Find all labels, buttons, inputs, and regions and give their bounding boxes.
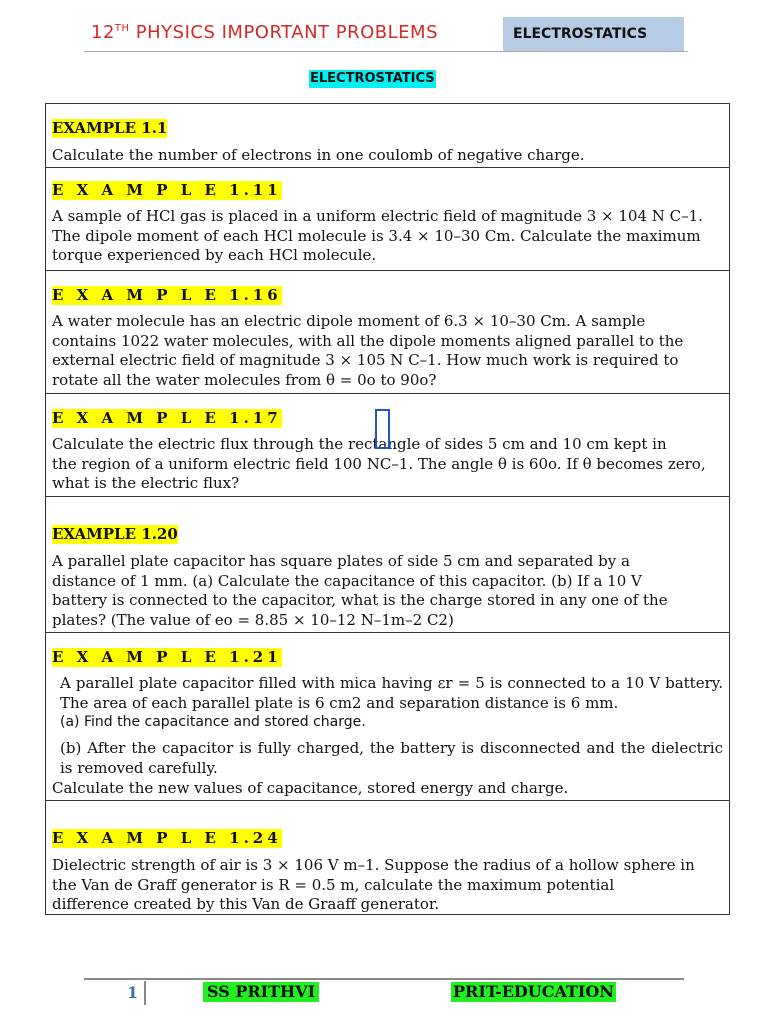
- footer-publisher: PRIT-EDUCATION: [453, 982, 614, 1001]
- example-cell: [46, 497, 729, 633]
- example-text-line: difference created by this Van de Graaff generator.: [52, 895, 440, 914]
- example-text-line: the region of a uniform electric field 100 NC–1. The angle θ is 60o. If θ becomes zero,: [52, 454, 706, 473]
- example-cell: [46, 633, 729, 801]
- footer-divider: [84, 978, 684, 980]
- page-number-separator: [144, 981, 146, 1005]
- example-cell: [46, 168, 729, 271]
- header-divider: [84, 51, 688, 52]
- example-text-line: contains 1022 water molecules, with all the dipole moments aligned parallel to the: [52, 331, 684, 350]
- example-cell: [46, 104, 729, 168]
- example-label: E X A M P L E 1.21: [52, 648, 282, 666]
- example-text: Calculate the number of electrons in one coulomb of negative charge.: [52, 146, 585, 164]
- example-text-line: Dielectric strength of air is 3 × 106 V m–1. Suppose the radius of a hollow sphere in: [52, 856, 695, 874]
- header-section-label: ELECTROSTATICS: [503, 17, 684, 51]
- example-text-line: Calculate the electric flux through the rectangle of sides 5 cm and 10 cm kept in: [52, 435, 667, 453]
- example-label: E X A M P L E 1.16: [52, 286, 282, 304]
- example-text-line: A sample of HCl gas is placed in a uniform electric field of magnitude 3 × 104 N C–1.: [52, 207, 703, 225]
- header-title-prefix: 12: [91, 22, 115, 43]
- example-text: Calculate the new values of capacitance, stored energy and charge.: [52, 778, 569, 797]
- page-number: 1: [127, 983, 139, 1002]
- example-text-line: A water molecule has an electric dipole moment of 6.3 × 10–30 Cm. A sample: [52, 312, 646, 330]
- example-text-line: battery is connected to the capacitor, what is the charge stored in any one of the: [52, 591, 668, 610]
- example-text: (b) After the capacitor is fully charged, the battery is disconnected and the dielectric is removed carefully.: [60, 739, 723, 777]
- example-text: (a) Find the capacitance and stored charge.: [60, 714, 366, 731]
- example-text-line: A parallel plate capacitor has square plates of side 5 cm and separated by a: [52, 552, 630, 570]
- example-cell: [46, 271, 729, 394]
- example-text-line: torque experienced by each HCl molecule.: [52, 246, 377, 265]
- example-label: E X A M P L E 1.17: [52, 409, 282, 427]
- example-text-line: external electric field of magnitude 3 × 105 N C–1. How much work is required to: [52, 351, 679, 370]
- example-label: EXAMPLE 1.20: [52, 525, 178, 543]
- example-label: E X A M P L E 1.11: [52, 181, 282, 199]
- examples-table: [45, 103, 730, 915]
- example-label: E X A M P L E 1.24: [52, 829, 282, 847]
- header-title-sup: TH: [114, 23, 130, 34]
- example-text-line: what is the electric flux?: [52, 474, 240, 493]
- example-text-line: rotate all the water molecules from θ = 0o to 90o?: [52, 371, 437, 390]
- example-text: A parallel plate capacitor filled with mica having εr = 5 is connected to a 10 V battery. The area of each parallel plate is 6 cm2 and separation distance is 6 mm.: [60, 674, 723, 712]
- header-title: [91, 22, 438, 43]
- example-text-line: The dipole moment of each HCl molecule is 3.4 × 10–30 Cm. Calculate the maximum: [52, 226, 701, 245]
- example-cell: [46, 801, 729, 914]
- example-label: EXAMPLE 1.1: [52, 119, 168, 137]
- example-text-line: distance of 1 mm. (a) Calculate the capacitance of this capacitor. (b) If a 10 V: [52, 571, 642, 590]
- example-cell: [46, 394, 729, 497]
- example-text-line: plates? (The value of eo = 8.85 × 10–12 N–1m–2 C2): [52, 611, 454, 630]
- example-text-line: the Van de Graff generator is R = 0.5 m, calculate the maximum potential: [52, 875, 615, 894]
- text-cursor-icon: [375, 409, 390, 449]
- header-title-main: PHYSICS IMPORTANT PROBLEMS: [129, 22, 438, 43]
- footer-author: SS PRITHVI: [203, 982, 319, 1002]
- page-subtitle: ELECTROSTATICS: [310, 71, 435, 86]
